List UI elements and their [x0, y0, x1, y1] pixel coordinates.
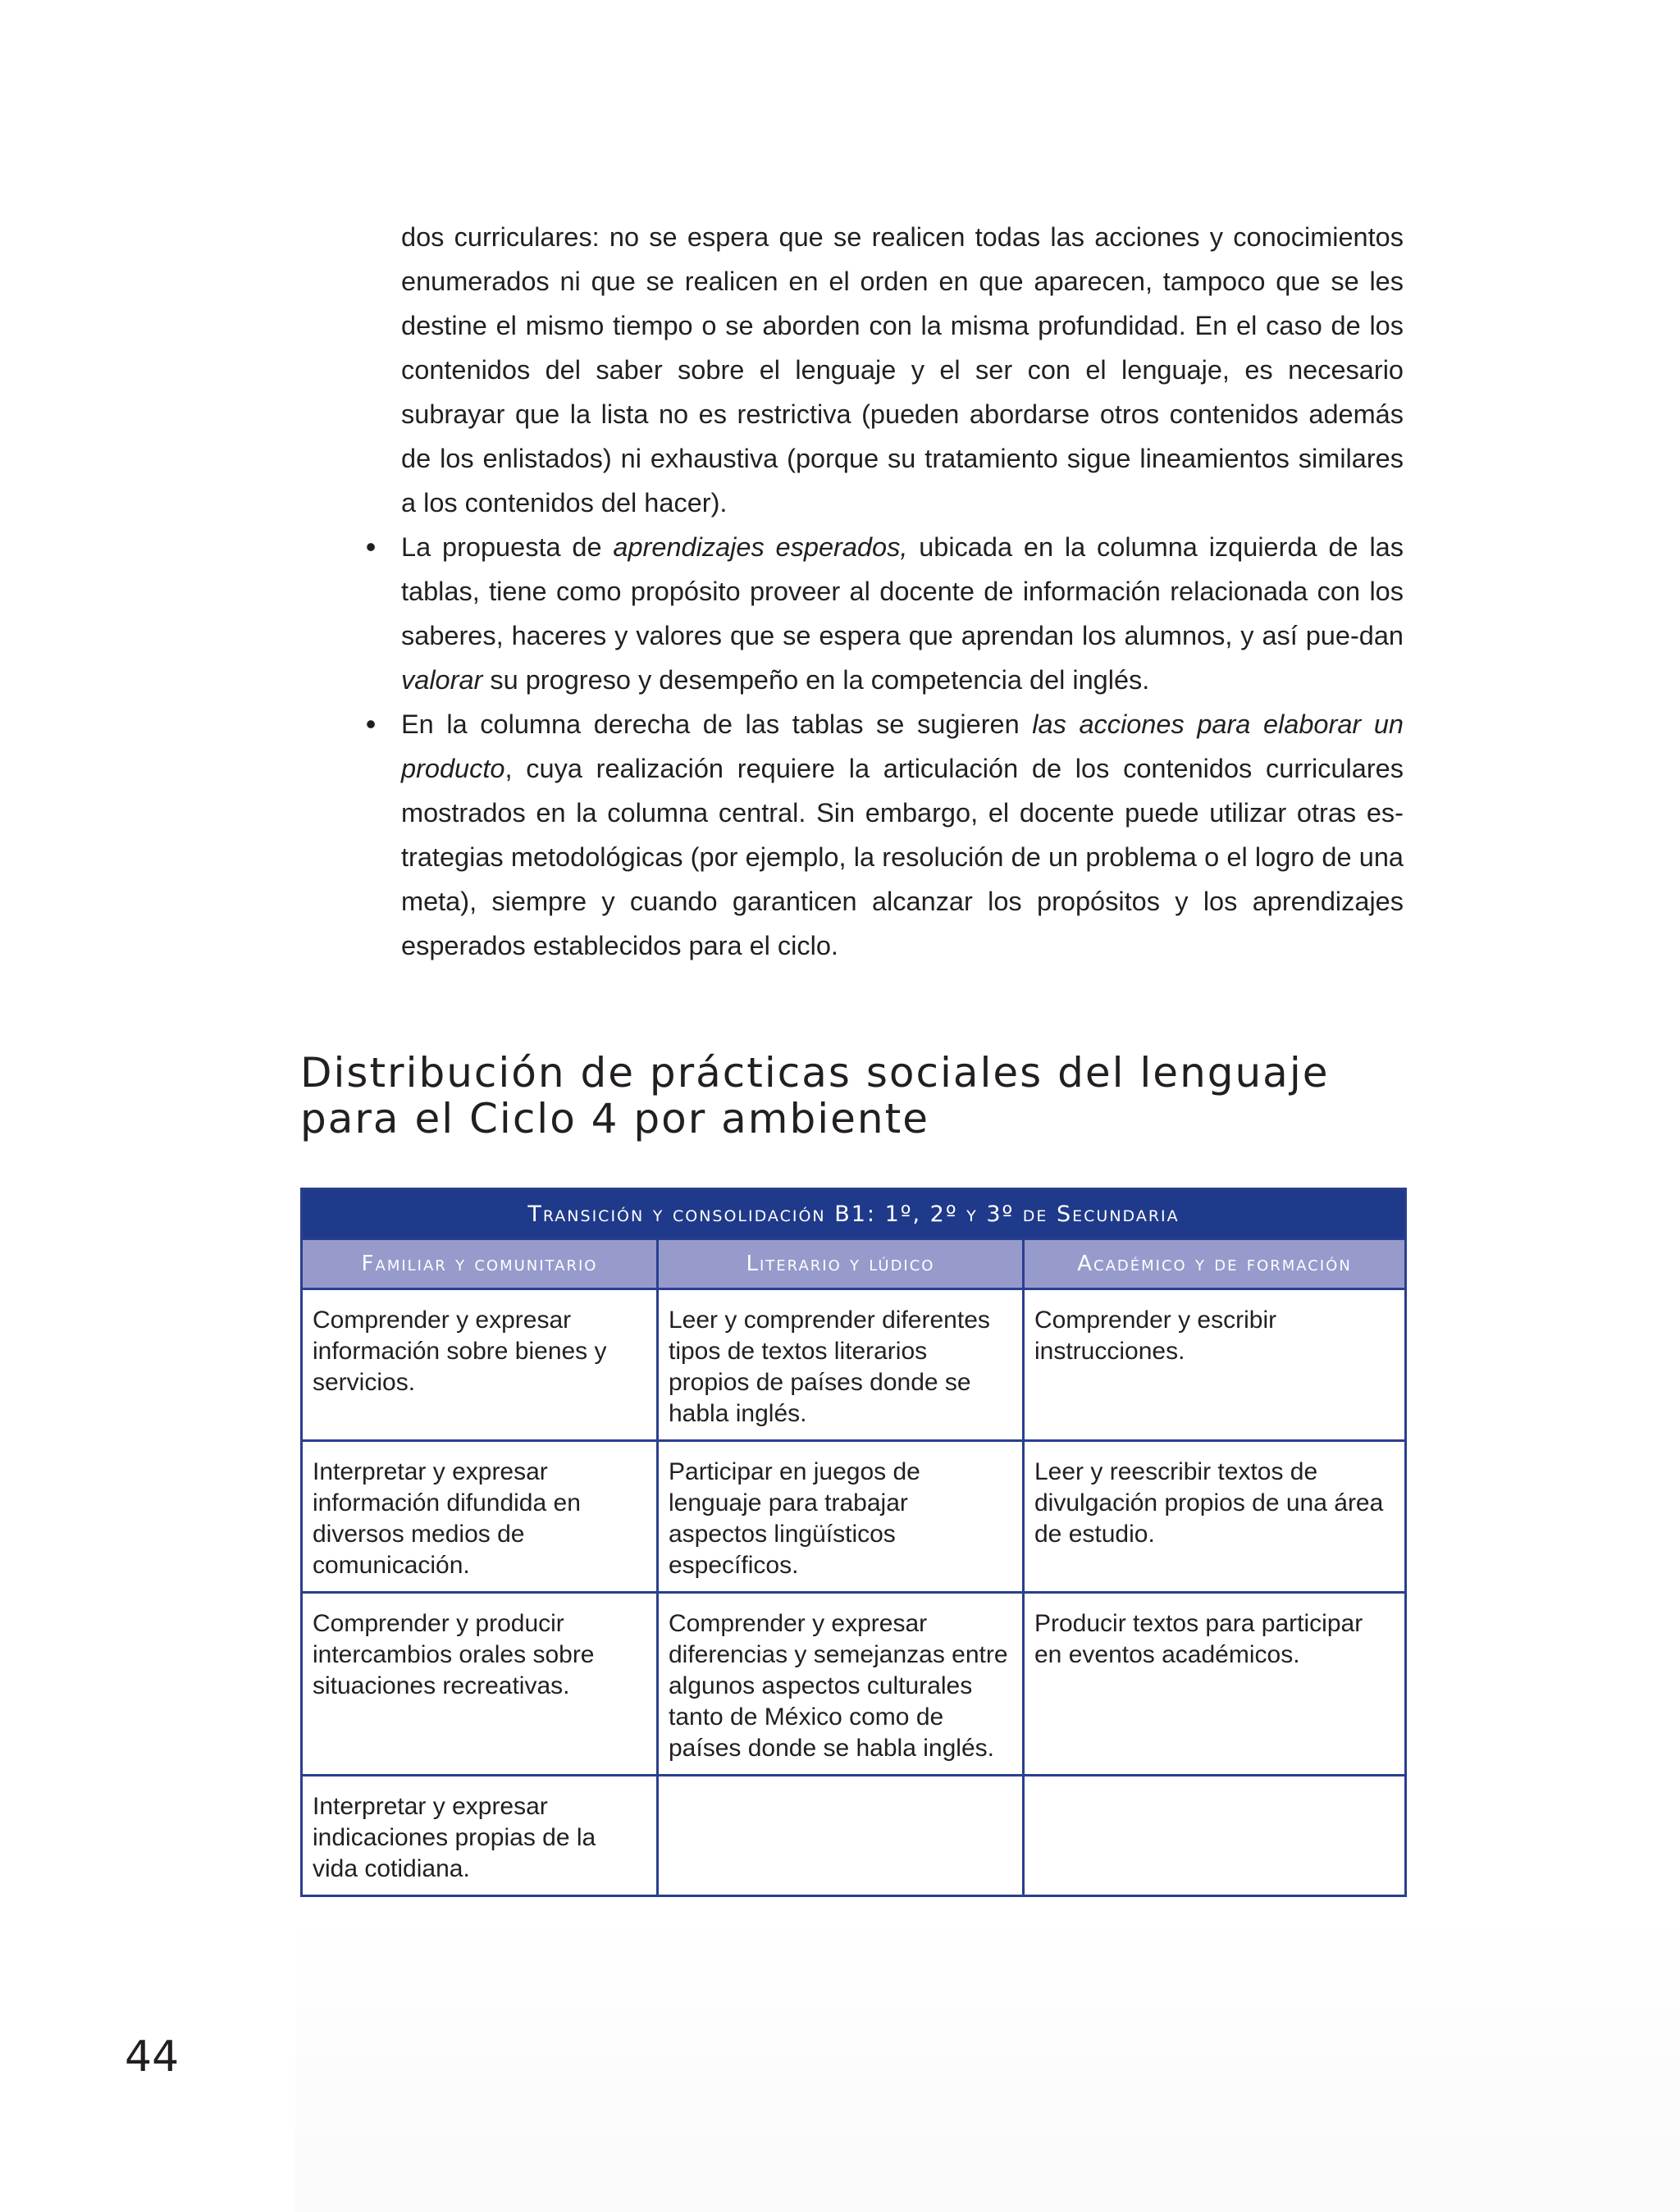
table-row	[302, 1776, 1406, 1896]
bullet-icon: •	[365, 530, 377, 563]
bullet-item-acciones: • En la columna derecha de las tablas se sugieren las acciones para elaborar un producto, cuya realización requiere la articulación de los contenidos curriculares mostrados en la columna central. Sin embargo, el docente puede utilizar otras es-trategias metodológicas (por ejemplo, la resolución de un problema o el logro de una meta), siempre y cuando garanticen alcanzar los propósitos y los aprendizajes esperados establecidos para el ciclo.	[401, 702, 1404, 968]
table-cell: Comprender y producir intercambios orales sobre situaciones recreativas.	[302, 1593, 658, 1776]
table-cell: Leer y reescribir textos de divulgación propios de una área de estudio.	[1024, 1441, 1406, 1593]
practicas-table	[300, 1188, 1407, 1897]
table-row	[302, 1289, 1406, 1441]
table-cell-empty	[658, 1776, 1024, 1896]
column-header-academico: Académico y de formación	[1024, 1239, 1406, 1289]
emphasis-acciones: las acciones para elaborar un producto	[401, 709, 1404, 783]
emphasis-aprendizajes: aprendizajes esperados,	[613, 532, 908, 562]
table-cell: Interpretar y expresar información difundida en diversos medios de comunicación.	[302, 1441, 658, 1593]
bullet-icon: •	[365, 707, 377, 741]
table-cell: Comprender y expresar información sobre bienes y servicios.	[302, 1289, 658, 1441]
table-cell-empty	[1024, 1776, 1406, 1896]
table-row	[302, 1441, 1406, 1593]
table-title: Transición y consolidación B1: 1º, 2º y 3º de Secundaria	[302, 1189, 1406, 1239]
table-row	[302, 1593, 1406, 1776]
bullet-item-aprendizajes: • La propuesta de aprendizajes esperados, ubicada en la columna izquierda de las tablas, tiene como propósito proveer al docente de información relacionada con los saberes, haceres y valores que se espera que aprendan los alumnos, y así pue-dan valorar su progreso y desempeño en la competencia del inglés.	[401, 525, 1404, 702]
page-shading	[295, 1911, 1680, 2212]
table-cell: Comprender y escribir instrucciones.	[1024, 1289, 1406, 1441]
section-heading-line2: para el Ciclo 4 por ambiente	[300, 1095, 929, 1142]
table-cell: Comprender y expresar diferencias y semejanzas entre algunos aspectos culturales tanto de México como de países donde se habla inglés.	[658, 1593, 1024, 1776]
continuation-paragraph: dos curriculares: no se espera que se realicen todas las acciones y conocimientos enumerados ni que se realicen en el orden en que aparecen, tampoco que se les destine el mismo tiempo o se aborden con la misma profundidad. En el caso de los contenidos del saber sobre el lenguaje y el ser con el lenguaje, es necesario subrayar que la lista no es restrictiva (pueden abordarse otros contenidos además de los enlistados) ni exhaustiva (porque su tratamiento sigue lineamientos similares a los contenidos del hacer).	[401, 222, 1404, 518]
table-header-row	[302, 1239, 1406, 1289]
table-cell: Interpretar y expresar indicaciones propias de la vida cotidiana.	[302, 1776, 658, 1896]
page-number: 44	[125, 2032, 180, 2082]
table-title-row	[302, 1189, 1406, 1239]
section-heading	[300, 1050, 1449, 1142]
table-cell: Participar en juegos de lenguaje para trabajar aspectos lingüísticos específicos.	[658, 1441, 1024, 1593]
emphasis-valorar: valorar	[401, 665, 483, 695]
column-header-familiar: Familiar y comunitario	[302, 1239, 658, 1289]
table-cell: Leer y comprender diferentes tipos de textos literarios propios de países donde se habla inglés.	[658, 1289, 1024, 1441]
section-heading-line1: Distribución de prácticas sociales del lenguaje	[300, 1049, 1330, 1097]
table-cell: Producir textos para participar en eventos académicos.	[1024, 1593, 1406, 1776]
column-header-literario: Literario y lúdico	[658, 1239, 1024, 1289]
body-text	[365, 215, 1404, 968]
